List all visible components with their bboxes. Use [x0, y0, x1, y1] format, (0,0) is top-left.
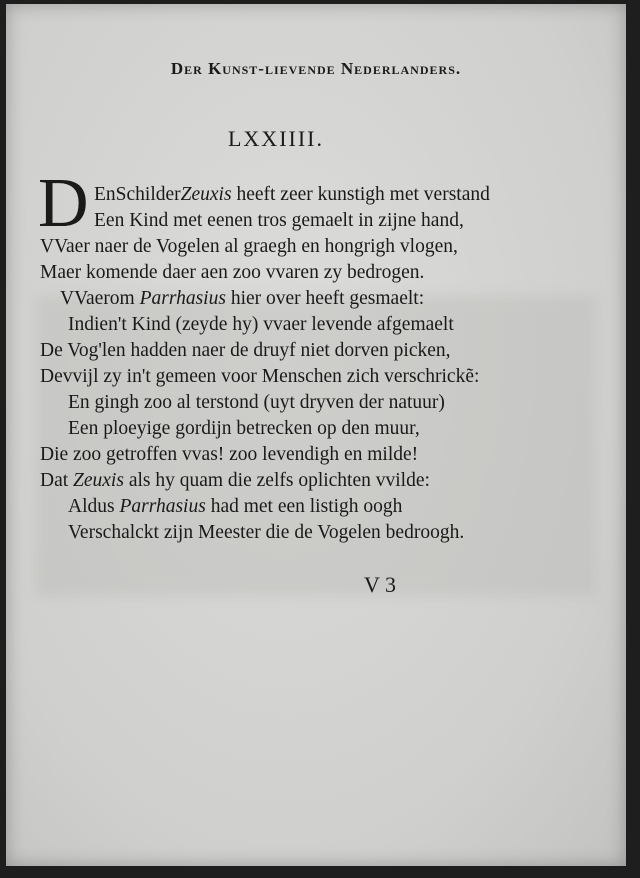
poem-line-11: Die zoo getroffen vvas! zoo levendigh en milde! [40, 444, 419, 465]
poem-line-14: Verschalckt zijn Meester die de Vogelen bedroogh. [68, 522, 465, 543]
poem-line-8: Devvijl zy in't gemeen voor Menschen zich verschrickẽ: [40, 366, 480, 387]
signature-mark: V 3 [364, 572, 396, 597]
poem-line-2: Een Kind met eenen tros gemaelt in zijne hand, [94, 210, 464, 231]
poem-line-12: Dat Zeuxis als hy quam die zelfs oplichten vvilde: [40, 470, 430, 491]
book-page [6, 4, 626, 866]
poem-line-10: Een ploeyige gordijn betrecken op den muur, [68, 418, 420, 439]
poem-line-7: De Vog'len hadden naer de druyf niet dorven picken, [40, 340, 451, 361]
poem-line-5: VVaerom Parrhasius hier over heeft gesmaelt: [60, 288, 425, 309]
section-number: LXXIIII. [227, 126, 325, 151]
drop-cap: D [38, 165, 89, 242]
poem-line-1: EnSchilderZeuxis heeft zeer kunstigh met verstand [94, 184, 490, 205]
poem-line-9: En gingh zoo al terstond (uyt dryven der natuur) [68, 392, 445, 413]
poem-line-3: VVaer naer de Vogelen al graegh en hongrigh vlogen, [40, 236, 458, 257]
poem-line-4: Maer komende daer aen zoo vvaren zy bedrogen. [40, 262, 425, 283]
running-head: Der Kunst-lievende Nederlanders. [170, 59, 462, 78]
poem-line-6: Indien't Kind (zeyde hy) vvaer levende afgemaelt [68, 314, 454, 335]
poem-line-13: Aldus Parrhasius had met een listigh oogh [68, 496, 403, 517]
